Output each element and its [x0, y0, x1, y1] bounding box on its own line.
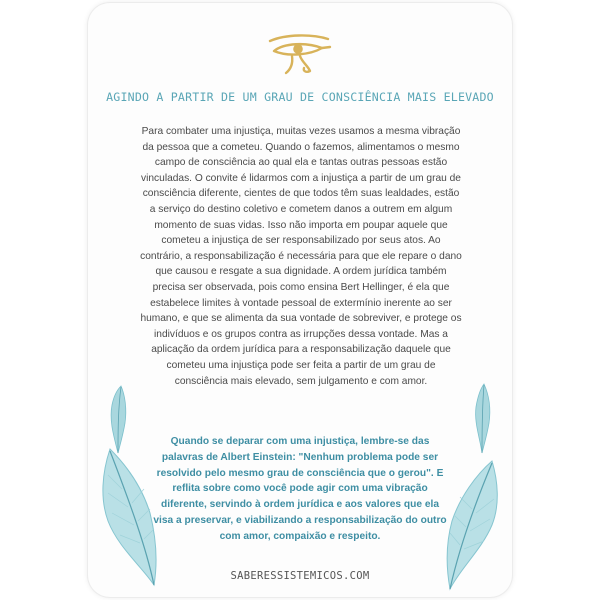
website-label: SABERESSISTEMICOS.COM	[230, 570, 370, 582]
card-title: AGINDO A PARTIR DE UM GRAU DE CONSCIÊNCIA MAIS ELEVADO	[106, 90, 494, 104]
card-body-text: Para combater uma injustiça, muitas vezes usamos a mesma vibração da pessoa que a cometeu. Quando o fazemos, alimentamos o mesmo campo de consciência ao qual ela e tantas outras pessoas estão vinculadas. O convite é lidarmos com a injustiça a partir de um grau de consciência diferente, cientes de que todos têm suas lealdades, estão a serviço do destino coletivo e cometem danos a outrem em algum momento de suas vidas. Isso não importa em poupar aquele que cometeu a injustiça de ser responsabilizado por seus atos. Ao contrário, a responsabilização é necessária para que ele repare o dano que causou e resgate a sua dignidade. A ordem jurídica também precisa ser observada, pois como ensina Bert Hellinger, é ela que estabelece limites à vontade pessoal de extermínio inerente ao ser humano, e que se alimenta da sua vontade de sobreviver, e protege os indivíduos e os grupos contra as irrupções dessa vontade. Mas a aplicação da ordem jurídica para a responsabilização daquele que cometeu uma injustiça pode ser feita a partir de um grau de consciência mais elevado, sem julgamento e com amor.	[140, 126, 462, 387]
feather-icon	[96, 443, 162, 589]
wisdom-card	[88, 3, 512, 597]
card-quote: Quando se deparar com uma injustiça, lembre-se das palavras de Albert Einstein: "Nenhum problema pode ser resolvido pelo mesmo grau de consciência que o gerou". E reflita sobre como você pode agir com uma vibração diferente, servindo à ordem jurídica e aos valores que ela visa a preservar, e viabilizando a responsabilização do outro com amor, compaixão e respeito.	[153, 436, 447, 542]
feather-icon	[442, 457, 506, 593]
feather-icon	[470, 383, 494, 455]
eye-of-horus-icon	[266, 31, 332, 75]
